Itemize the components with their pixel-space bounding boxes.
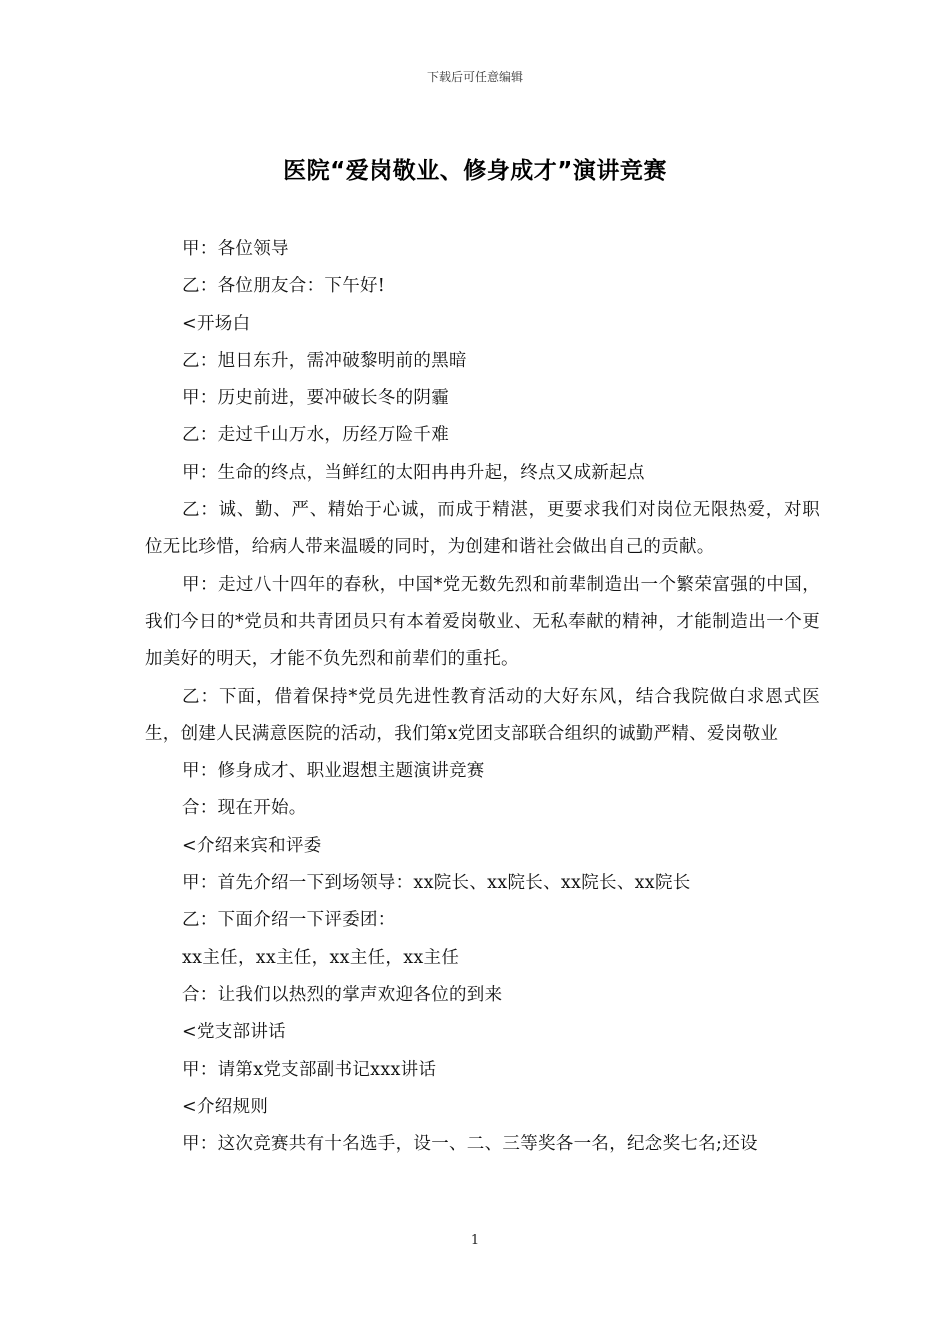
paragraph: 甲：各位领导 bbox=[182, 239, 289, 259]
paragraph: 乙：各位朋友合：下午好! bbox=[182, 276, 386, 297]
paragraph: 甲：修身成才、职业遐想主题演讲竞赛 bbox=[182, 761, 485, 782]
paragraph: 乙：走过千山万水，历经万险千难 bbox=[182, 425, 449, 446]
paragraph: xx主任，xx主任，xx主任，xx主任 bbox=[182, 947, 460, 968]
section-marker: <开场白 bbox=[182, 313, 251, 334]
paragraph: 乙：诚、勤、严、精始于心诚，而成于精湛，更要求我们对岗位无限热爱，对职位无比珍惜，给病人带来温暖的同时，为创建和谐社会做出自己的贡献。 bbox=[145, 500, 820, 558]
paragraph: 甲：首先介绍一下到场领导：xx院长、xx院长、xx院长、xx院长 bbox=[182, 873, 691, 894]
document-body bbox=[145, 231, 820, 1163]
paragraph: 甲：历史前进，要冲破长冬的阴霾 bbox=[182, 388, 449, 409]
paragraph: 甲：这次竞赛共有十名选手，设一、二、三等奖各一名，纪念奖七名;还设 bbox=[182, 1134, 758, 1155]
paragraph: 甲：走过八十四年的春秋，中国*党无数先烈和前辈制造出一个繁荣富强的中国，我们今日的*党员和共青团员只有本着爱岗敬业、无私奉献的精神，才能制造出一个更加美好的明天，才能不负先烈和前辈们的重托。 bbox=[145, 574, 820, 670]
paragraph: 甲：请第x党支部副书记xxx讲话 bbox=[182, 1059, 437, 1080]
paragraph: 乙：旭日东升，需冲破黎明前的黑暗 bbox=[182, 350, 467, 371]
page-number: 1 bbox=[470, 1233, 480, 1248]
paragraph: 甲：生命的终点，当鲜红的太阳冉冉升起，终点又成新起点 bbox=[182, 462, 645, 483]
section-marker: <介绍来宾和评委 bbox=[182, 835, 322, 856]
section-marker: <介绍规则 bbox=[182, 1096, 269, 1117]
paragraph: 合：现在开始。 bbox=[182, 798, 307, 819]
paragraph: 乙：下面介绍一下评委团： bbox=[182, 910, 396, 931]
header-note: 下载后可任意编辑 bbox=[426, 70, 523, 84]
section-marker: <党支部讲话 bbox=[182, 1022, 286, 1043]
paragraph: 合：让我们以热烈的掌声欢迎各位的到来 bbox=[182, 984, 503, 1005]
paragraph: 乙：下面，借着保持*党员先进性教育活动的大好东风，结合我院做白求恩式医生，创建人民满意医院的活动，我们第x党团支部联合组织的诚勤严精、爱岗敬业 bbox=[145, 686, 820, 744]
document-title: 医院“爱岗敬业、修身成才”演讲竞赛 bbox=[283, 158, 667, 184]
